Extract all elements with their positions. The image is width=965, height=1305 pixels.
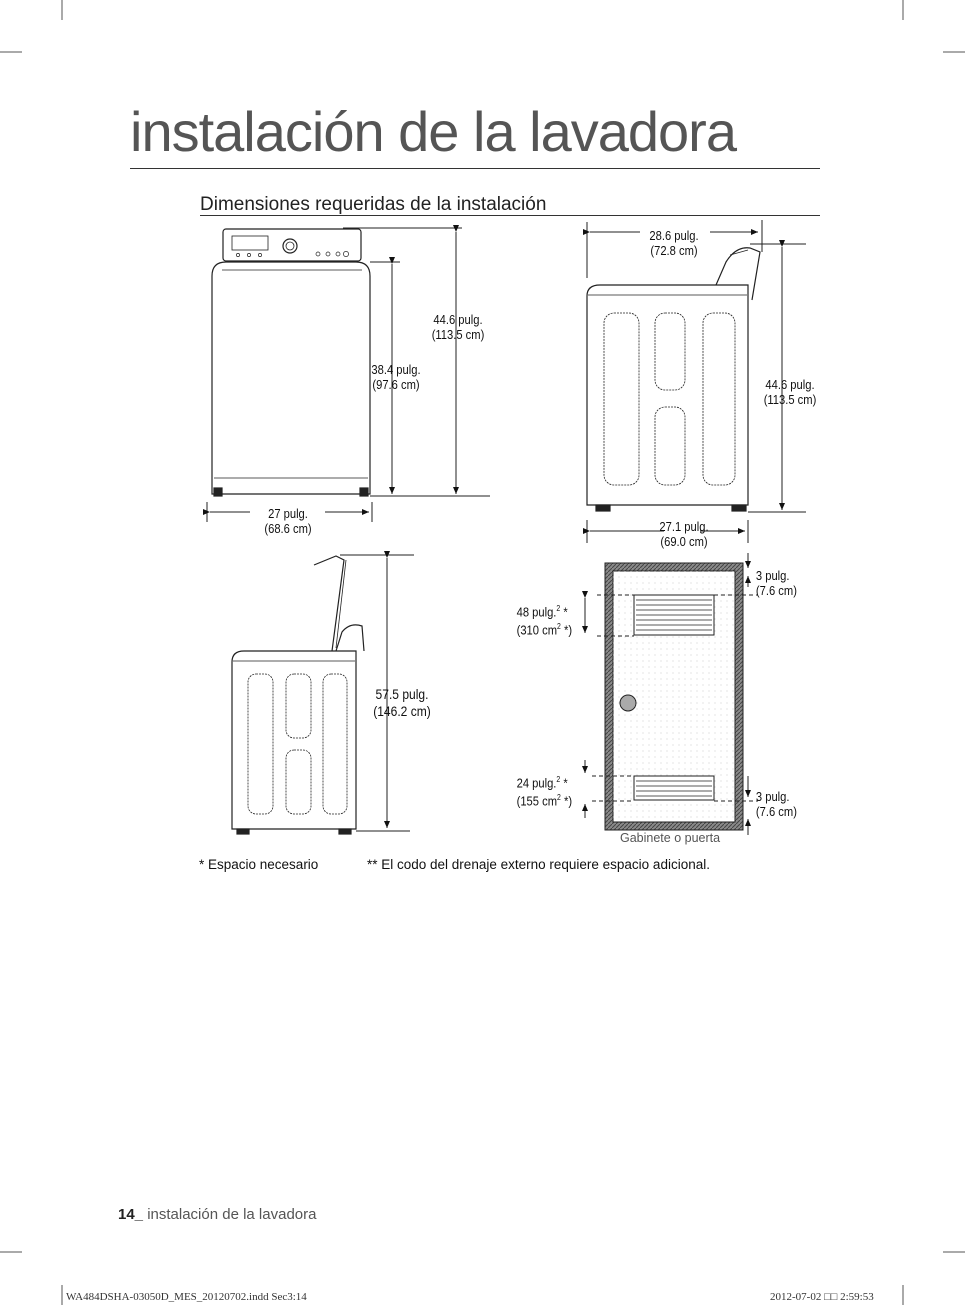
cabinet-door	[605, 563, 743, 830]
title-rule	[130, 168, 820, 169]
drain-note: ** El codo del drenaje externo requiere espacio adicional.	[367, 857, 710, 872]
gap-bottom-label: 3 pulg. (7.6 cm)	[755, 789, 797, 819]
front-total-height-label: 44.6 pulg. (113.5 cm)	[431, 312, 485, 342]
page-number: 14_	[118, 1206, 144, 1223]
gap-top-label: 3 pulg. (7.6 cm)	[755, 568, 797, 598]
required-space-note: * Espacio necesario	[199, 857, 319, 872]
side-depth-top-label: 28.6 pulg. (72.8 cm)	[649, 228, 699, 258]
cabinet-caption: Gabinete o puerta	[620, 831, 721, 845]
side-depth-label: 27.1 pulg. (69.0 cm)	[659, 519, 709, 549]
side-height-label: 44.6 pulg. (113.5 cm)	[763, 377, 817, 407]
front-width-label: 27 pulg. (68.6 cm)	[264, 506, 312, 536]
file-slug: WA484DSHA-03050D_MES_20120702.indd Sec3:14	[66, 1291, 307, 1303]
timestamp-slug: 2012-07-02 □□ 2:59:53	[770, 1291, 874, 1303]
bottom-vent-label: 24 pulg.$^2$ * (155 $cm^2$ *)	[516, 775, 573, 809]
front-view-washer	[212, 229, 370, 496]
footer-section: instalación de la lavadora	[143, 1206, 317, 1223]
top-vent-label: 48 pulg.$^2$ * (310 $cm^2$ *)	[516, 604, 573, 638]
side-view-washer	[587, 248, 760, 511]
open-lid-height-label: 57.5 pulg. (146.2 cm)	[373, 686, 431, 719]
page-title: instalación de la lavadora	[130, 100, 736, 163]
section-subtitle: Dimensiones requeridas de la instalación	[200, 194, 547, 215]
page-footer	[118, 1206, 316, 1223]
subtitle-rule	[200, 215, 820, 216]
front-body-height-label: 38.4 pulg. (97.6 cm)	[371, 362, 421, 392]
open-lid-washer	[232, 556, 364, 834]
